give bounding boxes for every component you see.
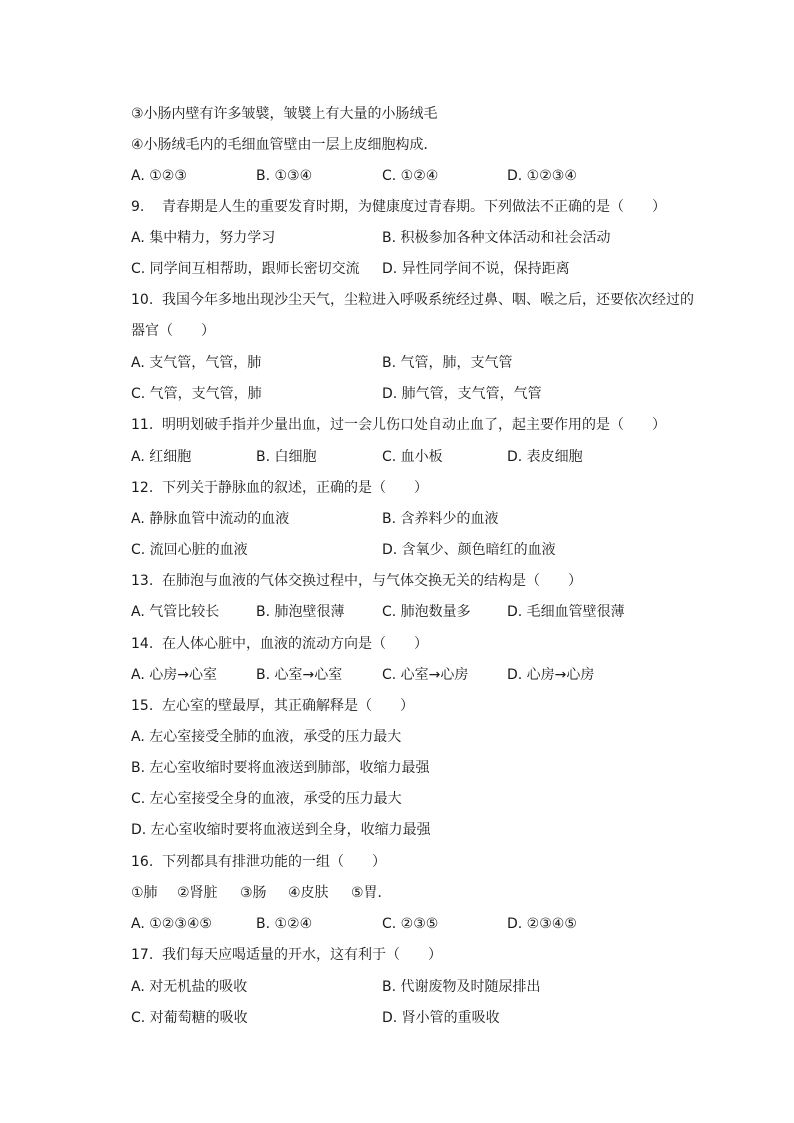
option-a[interactable]: A. 气管比较长 [131,604,220,620]
option-d[interactable]: D. ②③④⑤ [507,916,577,932]
question-text: 下列都具有排泄功能的一组（ ） [162,854,386,870]
option-b[interactable]: B. 白细胞 [256,449,317,465]
question-text: 我国今年多地出现沙尘天气，尘粒进入呼吸系统经过鼻、咽、喉之后，还要依次经过的 [162,292,694,308]
question-9-stem [131,196,666,218]
question-number: 9. [131,199,145,215]
option-a[interactable]: A. 支气管，气管，肺 [131,355,262,371]
option-b[interactable]: B. 气管，肺，支气管 [382,355,513,371]
option-c[interactable]: C. 流回心脏的血液 [131,542,248,558]
option-a[interactable]: A. 对无机盐的吸收 [131,979,248,995]
option-d[interactable]: D. 毛细血管壁很薄 [507,604,625,620]
option-b[interactable]: B. 代谢废物及时随尿排出 [382,979,541,995]
option-a[interactable]: A. 红细胞 [131,449,192,465]
question-text: 下列关于静脉血的叙述，正确的是（ ） [162,480,428,496]
option-b[interactable]: B. 心室→心室 [256,667,343,683]
question-number: 11. [131,417,154,433]
context-line-3: ③小肠内壁有许多皱襞，皱襞上有大量的小肠绒毛 [131,106,438,122]
option-c[interactable]: C. 对葡萄糖的吸收 [131,1010,248,1026]
option-d[interactable]: D. ①②③④ [507,168,577,184]
item-4: ④皮肤 [288,885,329,901]
question-10-stem [131,289,694,311]
option-a[interactable]: A. 左心室接受全肺的血液，承受的压力最大 [131,729,402,745]
option-b[interactable]: B. 左心室收缩时要将血液送到肺部，收缩力最强 [131,760,430,776]
option-b[interactable]: B. 积极参加各种文体活动和社会活动 [382,230,611,246]
option-d[interactable]: D. 含氧少、颜色暗红的血液 [382,542,556,558]
question-12-stem [131,477,428,499]
item-1: ①肺 [131,885,158,901]
option-a[interactable]: A. 心房→心室 [131,667,217,683]
question-11-stem [131,414,666,436]
option-c[interactable]: C. ②③⑤ [382,916,439,932]
item-2: ②肾脏 [177,885,218,901]
option-b[interactable]: B. ①②④ [256,916,313,932]
question-17-stem [131,944,442,966]
question-text: 我们每天应喝适量的开水，这有利于（ ） [162,947,442,963]
option-a[interactable]: A. 集中精力，努力学习 [131,230,276,246]
option-c[interactable]: C. 血小板 [382,449,443,465]
question-text: 明明划破手指并少量出血，过一会儿伤口处自动止血了，起主要作用的是（ ） [162,417,666,433]
option-d[interactable]: D. 表皮细胞 [507,449,583,465]
question-number: 13. [131,573,154,589]
option-c[interactable]: C. 心室→心房 [382,667,469,683]
question-number: 14. [131,636,154,652]
question-text: 在人体心脏中，血液的流动方向是（ ） [162,636,428,652]
option-d[interactable]: D. 心房→心房 [507,667,595,683]
option-c[interactable]: C. ①②④ [382,168,439,184]
option-b[interactable]: B. 肺泡壁很薄 [256,604,345,620]
option-b[interactable]: B. ①③④ [256,168,313,184]
option-d[interactable]: D. 肾小管的重吸收 [382,1010,500,1026]
option-c[interactable]: C. 同学间互相帮助，跟师长密切交流 [131,261,360,277]
option-d[interactable]: D. 左心室收缩时要将血液送到全身，收缩力最强 [131,822,431,838]
question-number: 17. [131,947,154,963]
item-3: ③肠 [240,885,267,901]
question-number: 12. [131,480,154,496]
question-number: 16. [131,854,154,870]
option-a[interactable]: A. 静脉血管中流动的血液 [131,511,290,527]
option-c[interactable]: C. 左心室接受全身的血液，承受的压力最大 [131,791,402,807]
option-d[interactable]: D. 异性同学间不说，保持距离 [382,261,570,277]
option-d[interactable]: D. 肺气管，支气管，气管 [382,386,542,402]
option-c[interactable]: C. 肺泡数量多 [382,604,471,620]
question-number: 10. [131,292,154,308]
question-15-stem [131,695,414,717]
context-line-4: ④小肠绒毛内的毛细血管壁由一层上皮细胞构成． [131,137,438,153]
option-a[interactable]: A. ①②③④⑤ [131,916,212,932]
question-13-stem [131,570,582,592]
item-5: ⑤胃． [351,885,392,901]
question-16-stem [131,851,386,873]
question-10-stem-continued: 器官（ ） [131,323,215,339]
question-text: 左心室的壁最厚，其正确解释是（ ） [162,698,414,714]
question-14-stem [131,633,428,655]
option-b[interactable]: B. 含养料少的血液 [382,511,499,527]
option-c[interactable]: C. 气管，支气管，肺 [131,386,262,402]
option-a[interactable]: A. ①②③ [131,168,187,184]
question-text: 青春期是人生的重要发育时期，为健康度过青春期。下列做法不正确的是（ ） [162,199,666,215]
question-text: 在肺泡与血液的气体交换过程中，与气体交换无关的结构是（ ） [162,573,582,589]
question-number: 15. [131,698,154,714]
